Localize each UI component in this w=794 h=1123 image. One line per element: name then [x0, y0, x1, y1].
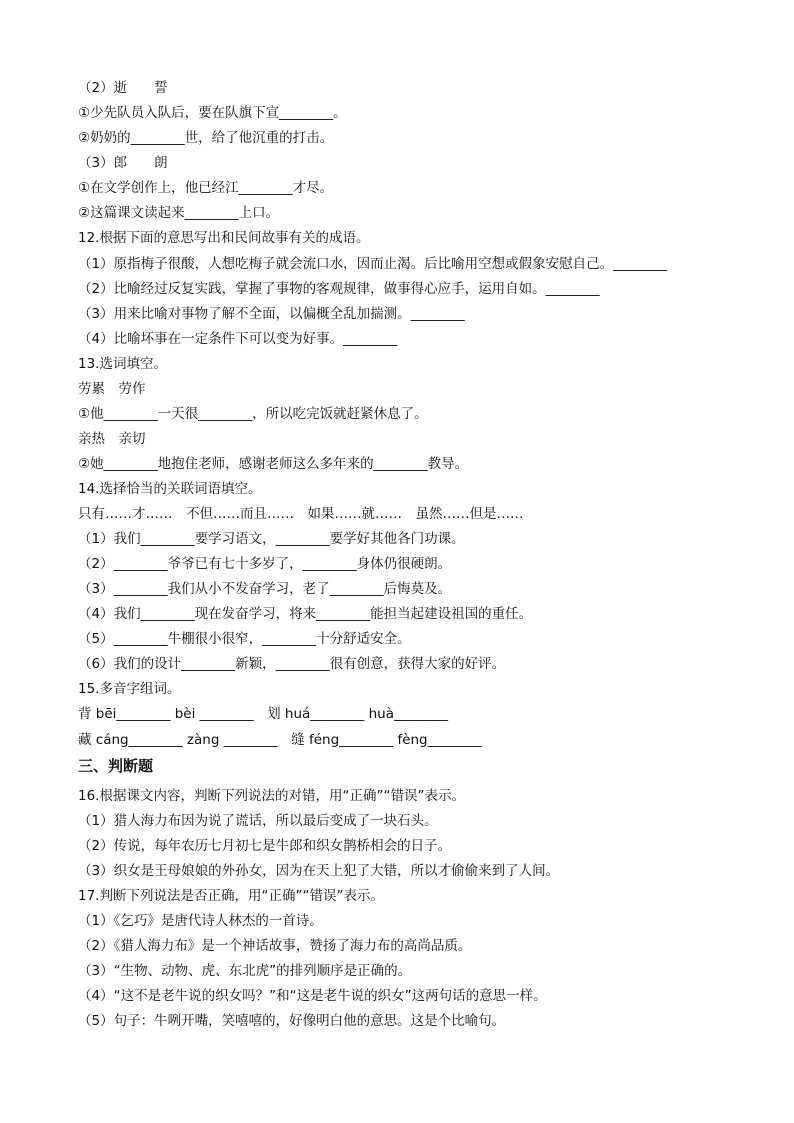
q14-title: 14.选择恰当的关联词语填空。	[78, 481, 262, 497]
q13-word-pair-2: 亲热 亲切	[78, 431, 146, 447]
q17-item-1: （1）《乞巧》是唐代诗人林杰的一首诗。	[78, 913, 323, 929]
q11-3-header: （3）郎 朗	[78, 155, 168, 171]
q16-title: 16.根据课文内容，判断下列说法的对错，用“正确”“错误”表示。	[78, 788, 465, 804]
q15-row-1: 背 bēi________ bèi ________ 划 huá________ huà________	[78, 706, 448, 722]
q17-item-3: （3）“生物、动物、虎、东北虎”的排列顺序是正确的。	[78, 963, 412, 979]
q17-item-2: （2）《猎人海力布》是一个神话故事，赞扬了海力布的高尚品质。	[78, 938, 472, 954]
q16-item-2: （2）传说，每年农历七月初七是牛郎和织女鹊桥相会的日子。	[78, 838, 452, 854]
q14-options: 只有……才…… 不但……而且…… 如果……就…… 虽然……但是……	[78, 506, 524, 522]
q16-item-1: （1）猎人海力布因为说了谎话，所以最后变成了一块石头。	[78, 813, 438, 829]
q13-item-2: ②她________地抱住老师，感谢老师这么多年来的________教导。	[78, 456, 469, 472]
q14-item-2: （2）________爷爷已有七十多岁了，________身体仍很硬朗。	[78, 556, 452, 572]
q13-item-1: ①他________一天很________，所以吃完饭就赶紧休息了。	[78, 406, 428, 422]
q12-item-1: （1）原指梅子很酸，人想吃梅子就会流口水，因而止渴。后比喻用空想或假象安慰自己。________	[78, 256, 668, 272]
q15-title: 15.多音字组词。	[78, 681, 181, 697]
q12-title: 12.根据下面的意思写出和民间故事有关的成语。	[78, 230, 370, 246]
q16-item-3: （3）织女是王母娘娘的外孙女，因为在天上犯了大错，所以才偷偷来到了人间。	[78, 863, 560, 879]
q11-3-item-2: ②这篇课文读起来________上口。	[78, 205, 280, 221]
q12-item-2: （2）比喻经过反复实践，掌握了事物的客观规律，做事得心应手，运用自如。________	[78, 281, 600, 297]
q13-word-pair-1: 劳累 劳作	[78, 381, 146, 397]
q15-row-2: 藏 cáng________ zàng ________ 缝 féng________ fèng________	[78, 732, 482, 748]
q11-3-item-1: ①在文学创作上，他已经江________才尽。	[78, 180, 334, 196]
q17-item-4: （4）“这不是老牛说的织女吗？”和“这是老牛说的织女”这两句话的意思一样。	[78, 988, 547, 1004]
q11-2-item-1: ①少先队员入队后，要在队旗下宣________。	[78, 105, 347, 121]
q11-2-item-2: ②奶奶的________世，给了他沉重的打击。	[78, 130, 334, 146]
q13-title: 13.选词填空。	[78, 356, 167, 372]
q14-item-1: （1）我们________要学习语文，________要学好其他各门功课。	[78, 531, 465, 547]
q11-2-header: （2）逝 誓	[78, 80, 168, 96]
q14-item-4: （4）我们________现在发奋学习，将来________能担当起建设祖国的重任。	[78, 606, 533, 622]
q14-item-3: （3）________我们从小不发奋学习，老了________后悔莫及。	[78, 581, 452, 597]
q17-title: 17.判断下列说法是否正确，用“正确”“错误”表示。	[78, 888, 384, 904]
q14-item-5: （5）________牛棚很小很窄，________十分舒适安全。	[78, 631, 411, 647]
q12-item-3: （3）用来比喻对事物了解不全面，以偏概全乱加揣测。________	[78, 306, 465, 322]
section-heading: 三、判断题	[78, 757, 154, 775]
q17-item-5: （5）句子：牛咧开嘴，笑嘻嘻的，好像明白他的意思。这是个比喻句。	[78, 1013, 506, 1029]
q12-item-4: （4）比喻坏事在一定条件下可以变为好事。________	[78, 331, 398, 347]
q14-item-6: （6）我们的设计________新颖，________很有创意，获得大家的好评。	[78, 656, 506, 672]
